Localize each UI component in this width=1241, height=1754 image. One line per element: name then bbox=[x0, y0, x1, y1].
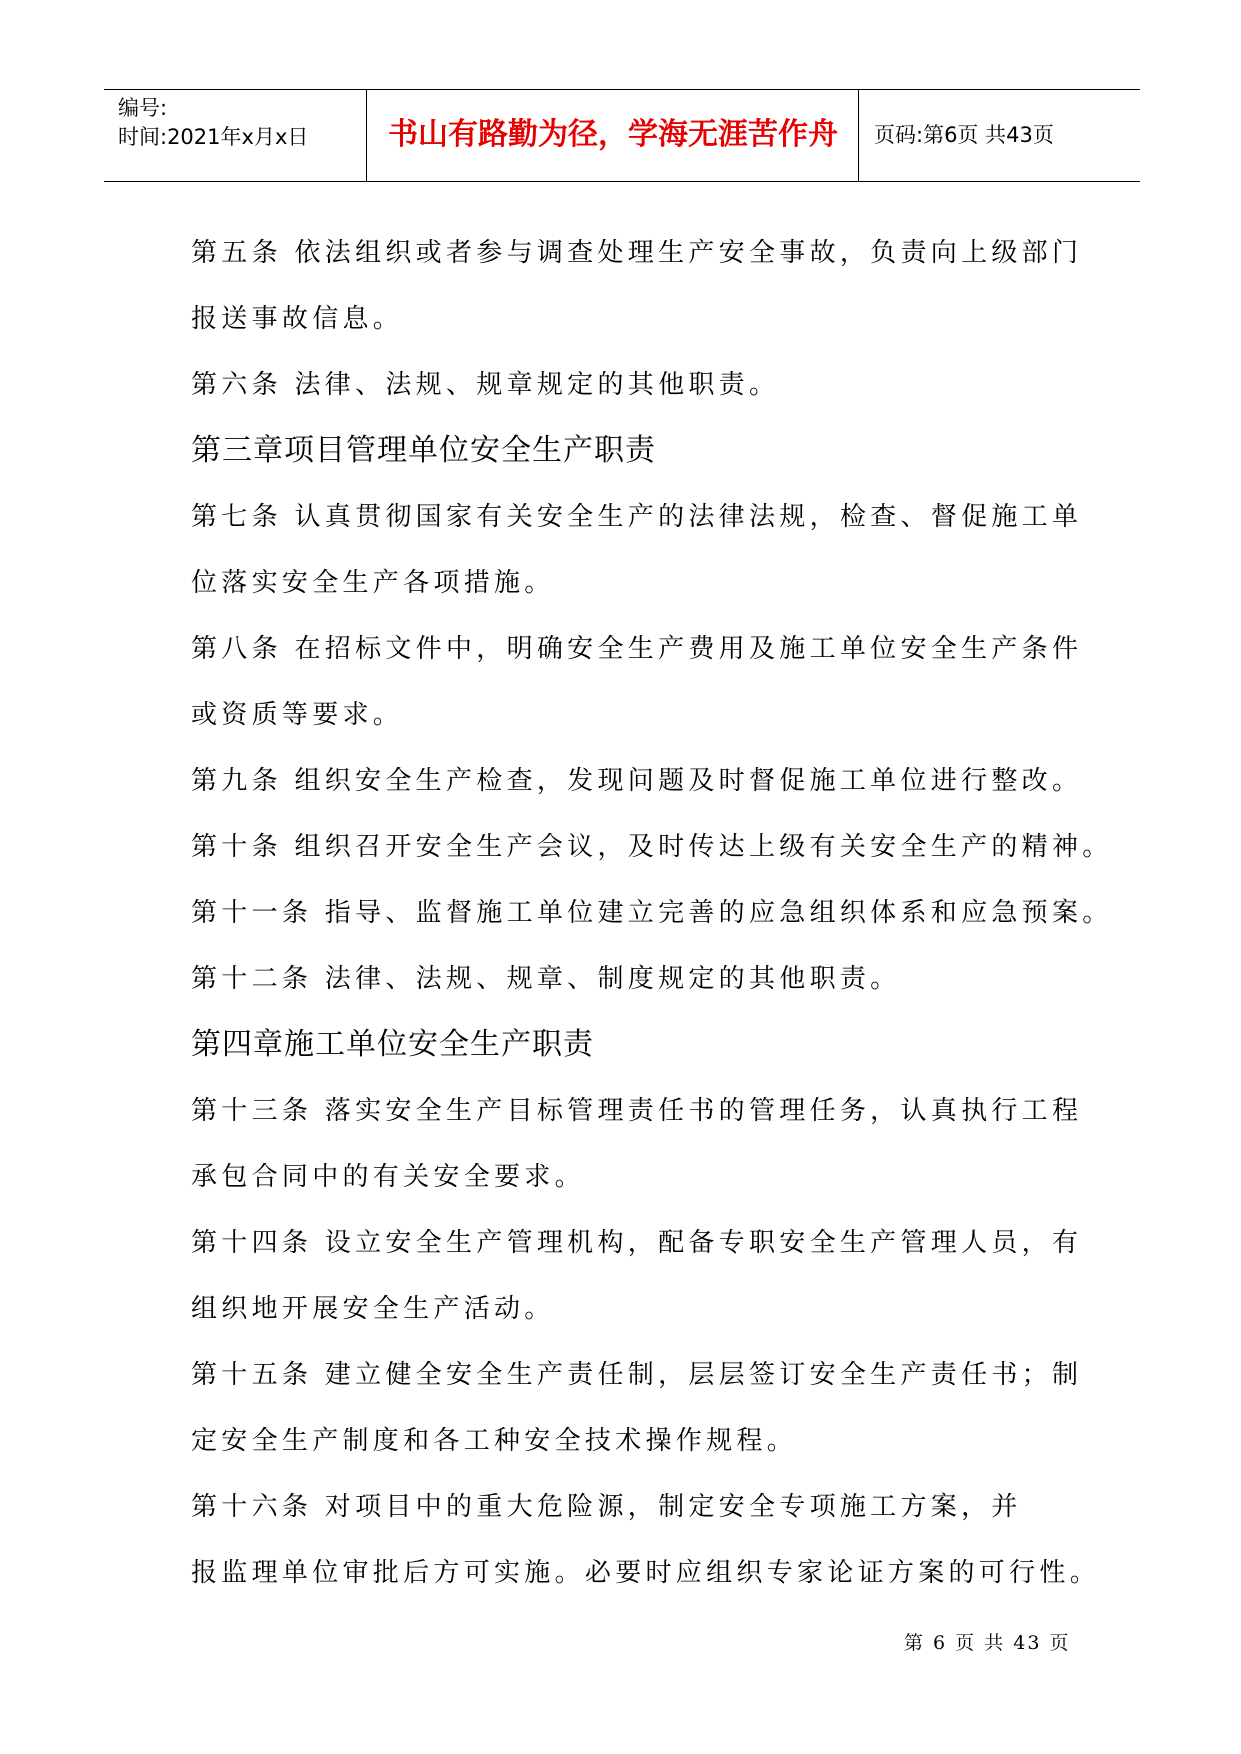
chapter-heading: 第四章施工单位安全生产职责 bbox=[191, 1027, 594, 1062]
document-number-label: 编号: bbox=[118, 96, 168, 120]
header-motto: 书山有路勤为径，学海无涯苦作舟 bbox=[388, 117, 838, 152]
body-line: 第十一条 指导、监督施工单位建立完善的应急组织体系和应急预案。 bbox=[191, 898, 1113, 928]
document-body bbox=[191, 220, 1113, 1606]
body-line: 报监理单位审批后方可实施。必要时应组织专家论证方案的可行性。 bbox=[191, 1558, 1101, 1588]
header-page-info: 页码:第6页 共43页 bbox=[874, 123, 1054, 147]
body-line: 第十二条 法律、法规、规章、制度规定的其他职责。 bbox=[191, 964, 901, 994]
body-line: 第八条 在招标文件中，明确安全生产费用及施工单位安全生产条件 bbox=[191, 634, 1083, 664]
body-line: 位落实安全生产各项措施。 bbox=[191, 568, 555, 598]
page-header bbox=[104, 89, 1140, 182]
body-line: 第六条 法律、法规、规章规定的其他职责。 bbox=[191, 370, 780, 400]
body-line: 第五条 依法组织或者参与调查处理生产安全事故，负责向上级部门 bbox=[191, 238, 1083, 268]
header-divider bbox=[366, 90, 367, 181]
document-time-label: 时间:2021年x月x日 bbox=[118, 125, 309, 149]
body-line: 第十三条 落实安全生产目标管理责任书的管理任务，认真执行工程 bbox=[191, 1096, 1083, 1126]
page-footer: 第 6 页 共 43 页 bbox=[904, 1632, 1071, 1654]
body-line: 组织地开展安全生产活动。 bbox=[191, 1294, 555, 1324]
header-meta bbox=[118, 94, 308, 152]
body-line: 第十四条 设立安全生产管理机构，配备专职安全生产管理人员，有 bbox=[191, 1228, 1083, 1258]
body-line: 定安全生产制度和各工种安全技术操作规程。 bbox=[191, 1426, 798, 1456]
chapter-heading: 第三章项目管理单位安全生产职责 bbox=[191, 433, 656, 468]
body-line: 第九条 组织安全生产检查，发现问题及时督促施工单位进行整改。 bbox=[191, 766, 1083, 796]
body-line: 第十五条 建立健全安全生产责任制，层层签订安全生产责任书；制 bbox=[191, 1360, 1083, 1390]
body-line: 第十六条 对项目中的重大危险源，制定安全专项施工方案，并 bbox=[191, 1492, 1022, 1522]
body-line: 承包合同中的有关安全要求。 bbox=[191, 1162, 585, 1192]
header-divider bbox=[858, 90, 859, 181]
body-line: 第七条 认真贯彻国家有关安全生产的法律法规，检查、督促施工单 bbox=[191, 502, 1083, 532]
body-line: 第十条 组织召开安全生产会议，及时传达上级有关安全生产的精神。 bbox=[191, 832, 1113, 862]
body-line: 报送事故信息。 bbox=[191, 304, 404, 334]
body-line: 或资质等要求。 bbox=[191, 700, 404, 730]
